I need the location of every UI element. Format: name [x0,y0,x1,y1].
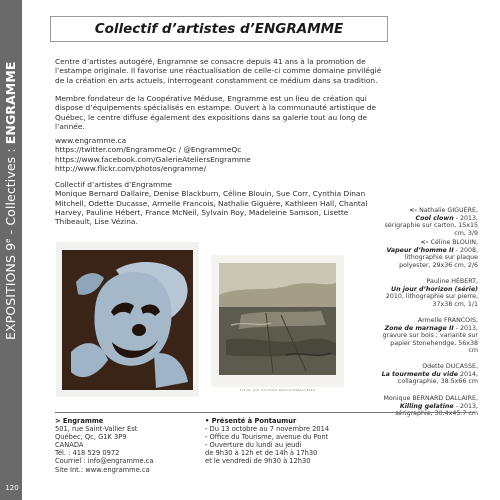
artwork-un-jour-dhorizon [211,255,344,387]
contact-email[interactable]: Courriel : info@engramme.ca [55,457,154,466]
members-title: Collectif d’artistes d’Engramme [55,180,172,189]
caption-blouin: <- Céline BLOUIN, Vapeur d’homme II - 2008, lithographie sur plaque polyester, 29x36 cm, 2/6 [386,239,478,269]
page-title: Collectif d’artistes d’ENGRAMME [94,21,344,37]
exhibition-line: - Office du Tourisme, avenue du Pont [205,433,329,442]
contact-line: CANADA [55,441,84,450]
contact-line: Québec, Qc, G1K 3P9 [55,433,127,442]
caption-ducasse: Odette DUCASSE, La tourmente du vide 2014, collagraphie, 38.5x66 cm [381,363,478,386]
link-facebook[interactable]: https://www.facebook.com/GalerieAteliersEngramme [55,154,251,164]
caption-giguere: <- Nathalie GIGUÈRE, Cool clown - 2013, sérigraphie sur carton, 15x15 cm, 3/9 [384,207,478,237]
link-website[interactable]: www.engramme.ca [55,136,127,145]
contact-line: 501, rue Saint-Vallier Est [55,425,138,434]
footer-divider [55,412,475,413]
artwork-cool-clown [56,242,199,397]
link-flickr[interactable]: http://www.flickr.com/photos/engramme/ [55,163,207,173]
contact-heading: > Engramme [55,417,104,425]
caption-francois: Armelle FRANCOIS, Zone de marnage II - 2013, gravure sur bois ; variante sur papier Stonehendge, 56x38 cm [382,317,478,355]
links-list [55,136,385,173]
exhibition-heading: • Présenté à Pontaumur [205,417,297,425]
contact-line: Tél. : 418 529 0972 [55,449,120,458]
caption-bernard-dallaire: Monique BERNARD DALLAIRE, Killing gelatine - 2013, sérigraphie, 30.4x45.7 cm [383,395,478,418]
page-number: 120 [5,484,19,492]
link-twitter[interactable]: https://twitter.com/EngrammeQc / @EngrammeQc [55,145,242,155]
exhibition-line: - Du 13 octobre au 7 novembre 2014 [205,425,330,434]
intro-paragraph: Centre d’artistes autogéré, Engramme se consacre depuis 41 ans à la promotion de l’estampe originale. Il favorise une réactualisation de celle-ci comme domaine privilégié de la création en arts actuels, interrogeant constamment ce médium dans sa tradition. [55,57,382,85]
section-title: EXPOSITIONS 9e - Collectives : ENGRAMME [3,61,18,340]
exhibition-block [205,417,405,466]
contact-website[interactable]: Site Int.: www.engramme.ca [55,465,150,474]
members-list: Monique Bernard Dallaire, Denise Blackburn, Céline Blouin, Sue Corr, Cynthia Dinan Mitchell, Odette Ducasse, Armelle Francois, Nathalie Giguère, Kathleen Hall, Chantal Harvey, Pauline Hébert, France McNeil, Sylvain Roy, Madeleine Samson, Lisette Thibeault, Lise Vézina. [55,189,368,227]
side-band [0,0,22,500]
members-block [55,180,385,226]
artwork-2-signature: 1/1 Un jour d’horizon Pauline Hébert 2010 [239,388,316,392]
caption-hebert: Pauline HÉBERT, Un jour d’horizon (série) 2010, lithographie sur pierre, 37x38 cm, 1/1 [385,278,478,308]
contact-block [55,417,185,474]
exhibition-line: de 9h30 à 12h et de 14h à 17h30 [205,449,318,458]
founder-paragraph: Membre fondateur de la Coopérative Méduse, Engramme est un lieu de création qui dispose d’équipements spécialisés en estampe. Ouvert à la communauté artistique de Québec, le centre diffuse également des expositions dans sa galerie tout au long de l’année. [55,94,377,131]
exhibition-line: - Ouverture du lundi au jeudi [205,441,302,450]
exhibition-line: et le vendredi de 9h30 à 12h30 [205,457,311,466]
page-title-box [50,16,388,42]
